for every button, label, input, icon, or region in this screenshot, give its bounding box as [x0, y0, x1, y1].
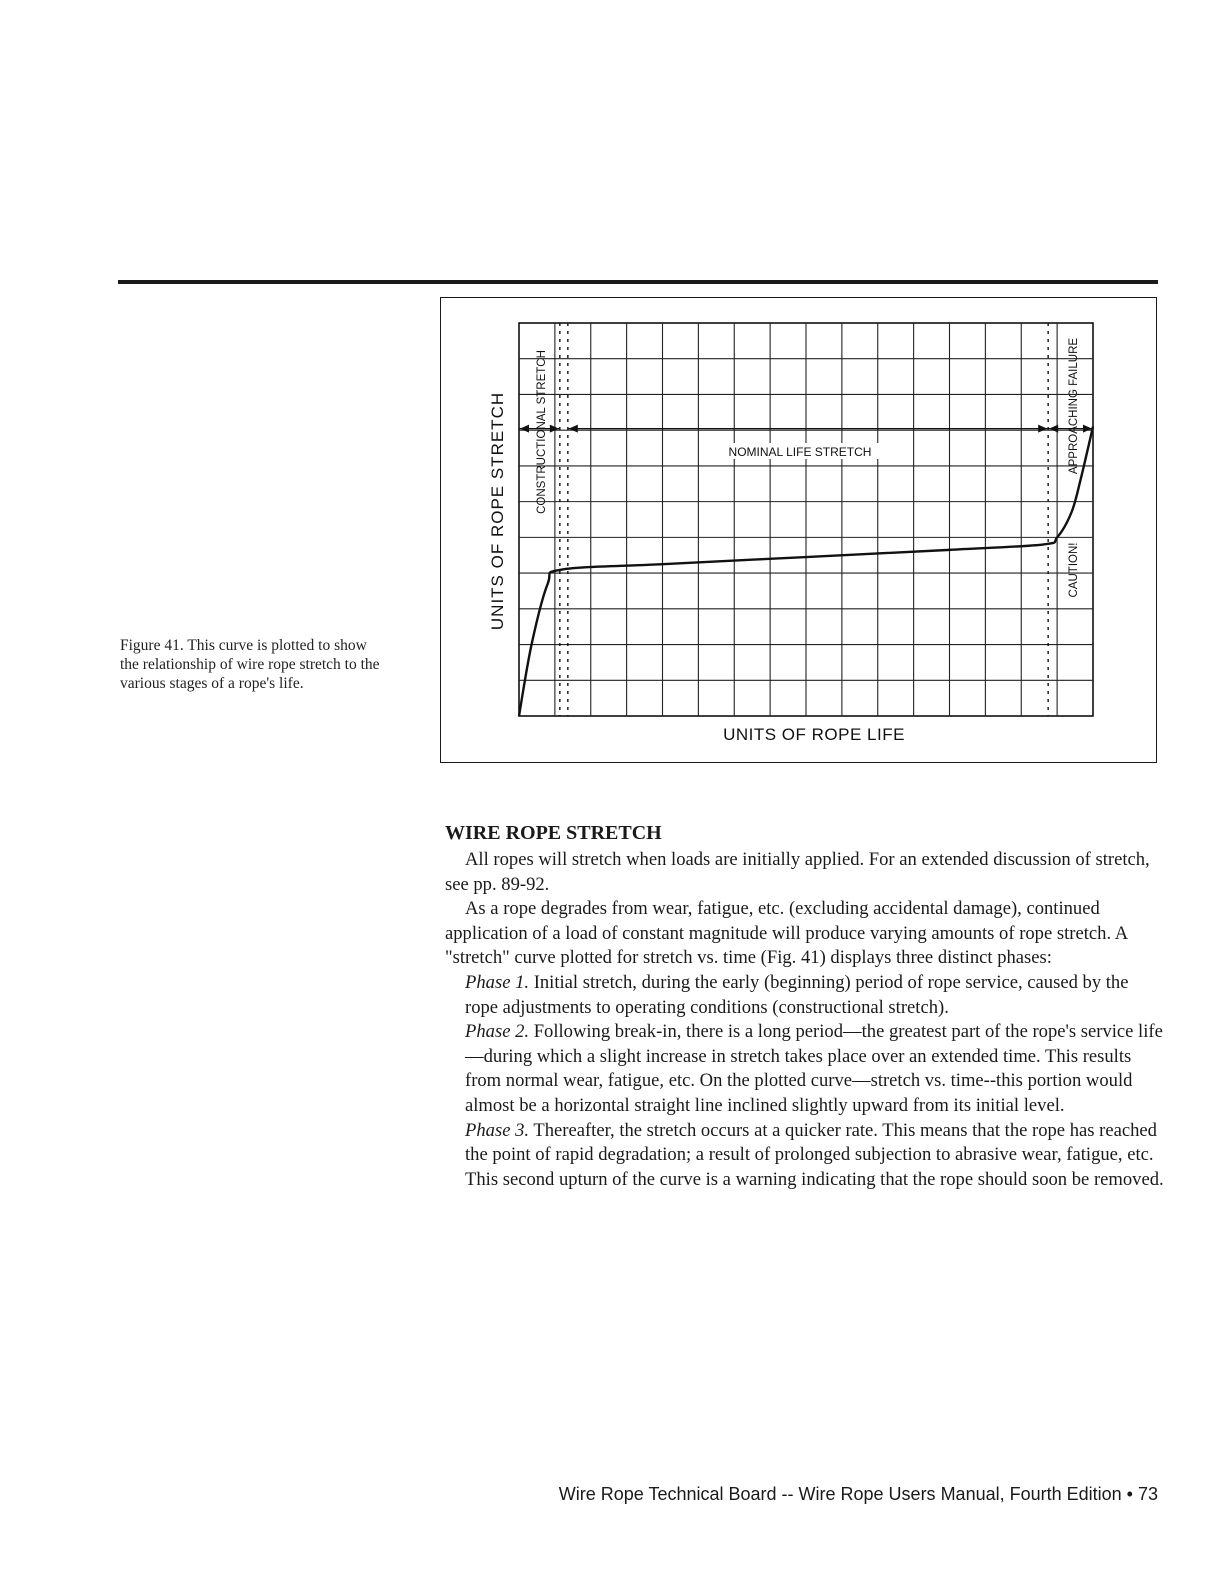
constructional-arrowhead-left: [520, 425, 529, 433]
caution-label: CAUTION!: [1068, 542, 1080, 598]
page-footer: Wire Rope Technical Board -- Wire Rope Users Manual, Fourth Edition • 73: [558, 1484, 1158, 1504]
x-axis-label: UNITS OF ROPE LIFE: [723, 725, 905, 744]
y-axis-label: UNITS OF ROPE STRETCH: [488, 391, 507, 631]
section-heading: WIRE ROPE STRETCH: [445, 822, 662, 844]
failure-arrowhead-right: [1083, 425, 1092, 433]
paragraph-degradation: As a rope degrades from wear, fatigue, etc. (excluding accidental damage), continued application of a load of constant magnitude will produce varying amounts of rope stretch. A "stretch" curve plotted for stretch vs. time (Fig. 41) displays three distinct phases:: [445, 898, 1128, 969]
paragraph-intro: All ropes will stretch when loads are initially applied. For an extended discussion of stretch, see pp. 89-92.: [445, 849, 1150, 895]
phase-2-paragraph: [445, 1020, 1165, 1118]
phase-1-text: Initial stretch, during the early (beginning) period of rope service, caused by the rope adjustments to operating conditions (constructional stretch).: [465, 971, 1129, 1018]
phase-2-label: Phase 2.: [465, 1021, 530, 1043]
article: [445, 820, 1165, 1192]
nominal-arrowhead-right: [1038, 425, 1047, 433]
phase-3-text: Thereafter, the stretch occurs at a quicker rate. This means that the rope has reached the point of rapid degradation; a result of prolonged subjection to abrasive wear, fatigue, etc. This second upturn of the curve is a warning indicating that the rope should soon be removed.: [465, 1119, 1164, 1190]
nominal-arrowhead-left: [569, 425, 578, 433]
phase-1-label: Phase 1.: [465, 971, 530, 993]
phase-dividers: [560, 323, 1048, 716]
figure-caption: Figure 41. This curve is plotted to show the relationship of wire rope stretch to the various stages of a rope's life.: [120, 637, 380, 692]
failure-arrowhead-left: [1049, 425, 1058, 433]
phase-3-label: Phase 3.: [465, 1119, 530, 1141]
constructional-stretch-label: CONSTRUCTIONAL STRETCH: [536, 350, 548, 514]
nominal-life-stretch-label: NOMINAL LIFE STRETCH: [728, 445, 872, 459]
phase-3-paragraph: [445, 1119, 1165, 1193]
phase-2-text: Following break-in, there is a long period—the greatest part of the rope's service life—during which a slight increase in stretch takes place over an extended time. This results from normal wear, fatigue, etc. On the plotted curve—stretch vs. time--this portion would almost be a horizontal straight line inclined slightly upward from its initial level.: [465, 1021, 1163, 1116]
phase-1-paragraph: [445, 971, 1165, 1020]
chart-grid: [519, 323, 1093, 716]
approaching-failure-label: APPROACHING FAILURE: [1068, 337, 1080, 475]
